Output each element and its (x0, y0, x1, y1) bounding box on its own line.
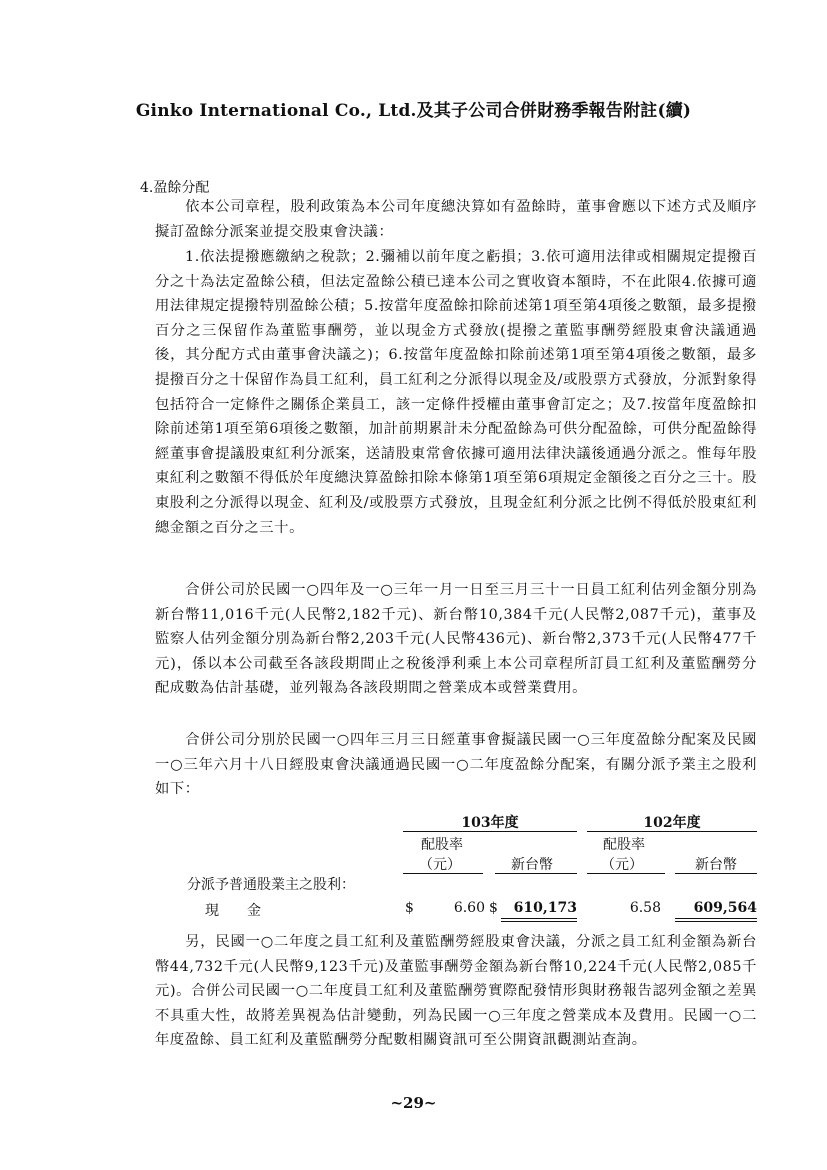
amount-value-102: 609,564 (693, 900, 757, 916)
rate-label-103-line1: 配股率 (421, 837, 463, 853)
paragraph-text: 合併公司於民國一○四年及一○三年一月一日至三月三十一日員工紅利估列金額分別為新台幣11,016千元(人民幣2,182千元)、新台幣10,384千元(人民幣2,087千元)，董事及監察人估列金額分別為新台幣2,203千元(人民幣436元)、新台幣2,373千元(人民幣477千元)，係以本公司截至各該段期間止之稅後淨利乘上本公司章程所訂員工紅利及董監酬勞分配成數為估計基礎，並列報為各該段期間之營業成本或營業費用。 (155, 582, 757, 697)
rate-label-103-line2: （元） (419, 857, 461, 873)
ntd-underline-103 (495, 873, 577, 874)
ntd-label-102: 新台幣 (695, 857, 737, 873)
ntd-underline-102 (675, 873, 757, 874)
rate-label-102-line1: 配股率 (603, 837, 645, 853)
paragraph-distribution-order (155, 245, 757, 540)
rate-underline-103 (403, 873, 483, 874)
page-header-title: Ginko International Co., Ltd.及其子公司合併財務季報告附註(續) (135, 101, 692, 121)
ntd-label-103: 新台幣 (511, 857, 553, 873)
paragraph-dividend-resolution (155, 728, 757, 802)
paragraph-text: 另，民國一○二年度之員工紅利及董監酬勞經股東會決議，分派之員工紅利金額為新台幣44,732千元(人民幣9,123千元)及董監事酬勞金額為新台幣10,224千元(人民幣2,085千元)。合併公司民國一○二年度員工紅利及董監酬勞實際配發情形與財務報告認列金額之差異不具重大性，故將差異視為估計變動，列為民國一○三年度之營業成本及費用。民國一○二年度盈餘、員工紅利及董監酬勞分配數相關資訊可至公開資訊觀測站查詢。 (155, 934, 757, 1049)
row-cash-label: 現 金 (205, 903, 261, 919)
paragraph-text: 合併公司分別於民國一○四年三月三日經董事會擬議民國一○三年度盈餘分配案及民國一○三年六月十八日經股東會決議通過民國一○二年度盈餘分配案，有關分派予業主之股利如下： (155, 732, 757, 798)
rate-label-102-line2: （元） (601, 857, 643, 873)
rate-underline-102 (587, 873, 665, 874)
currency-symbol: $ (405, 900, 414, 916)
paragraph-text: 1.依法提撥應繳納之稅款；2.彌補以前年度之虧損；3.依可適用法律或相關規定提撥百分之十為法定盈餘公積，但法定盈餘公積已達本公司之實收資本額時，不在此限4.依據可適用法律規定提撥特別盈餘公積；5.按當年度盈餘扣除前述第1項至第4項後之數額，最多提撥百分之三保留作為董監事酬勞，並以現金方式發放(提撥之董監事酬勞經股東會決議通過後，其分配方式由董事會決議之)；6.按當年度盈餘扣除前述第1項至第4項後之數額，最多提撥百分之十保留作為員工紅利，員工紅利之分派得以現金及/或股票方式發放，分派對象得包括符合一定條件之關係企業員工，該一定條件授權由董事會訂定之；及7.按當年度盈餘扣除前述第1項至第6項後之數額，加計前期累計未分配盈餘為可供分配盈餘，可供分配盈餘得經董事會提議股東紅利分派案，送請股東常會依據可適用法律決議後通過分派之。惟每年股東紅利之數額不得低於年度總決算盈餘扣除本條第1項至第6項規定金額後之百分之三十。股東股利之分派得以現金、紅利及/或股票方式發放，且現金紅利分派之比例不得低於股東紅利總金額之百分之三十。 (155, 249, 757, 536)
page-number: ~29~ (390, 1094, 437, 1112)
paragraph-policy-intro (155, 195, 757, 244)
header-underline-103 (403, 831, 577, 832)
header-underline-102 (587, 831, 757, 832)
amount-double-underline-102 (675, 918, 757, 919)
amount-double-underline-103 (501, 918, 577, 919)
row-group-label: 分派予普通股業主之股利： (187, 877, 355, 893)
column-header-year-103: 103年度 (461, 815, 519, 831)
amount-double-underline-103 (501, 921, 577, 922)
column-header-year-102: 102年度 (643, 815, 701, 831)
paragraph-prior-year-bonus (155, 930, 757, 1053)
section-heading: 4.盈餘分配 (140, 180, 210, 196)
amount-value-103: 610,173 (513, 900, 577, 916)
rate-value-103: 6.60 (453, 900, 485, 916)
paragraph-text: 依本公司章程，股利政策為本公司年度總決算如有盈餘時，董事會應以下述方式及順序擬訂盈餘分派案並提交股東會決議： (155, 199, 757, 240)
amount-double-underline-102 (675, 921, 757, 922)
paragraph-bonus-estimates (155, 578, 757, 701)
dividend-table (155, 812, 757, 922)
currency-symbol: $ (489, 900, 498, 916)
rate-value-102: 6.58 (629, 900, 661, 916)
